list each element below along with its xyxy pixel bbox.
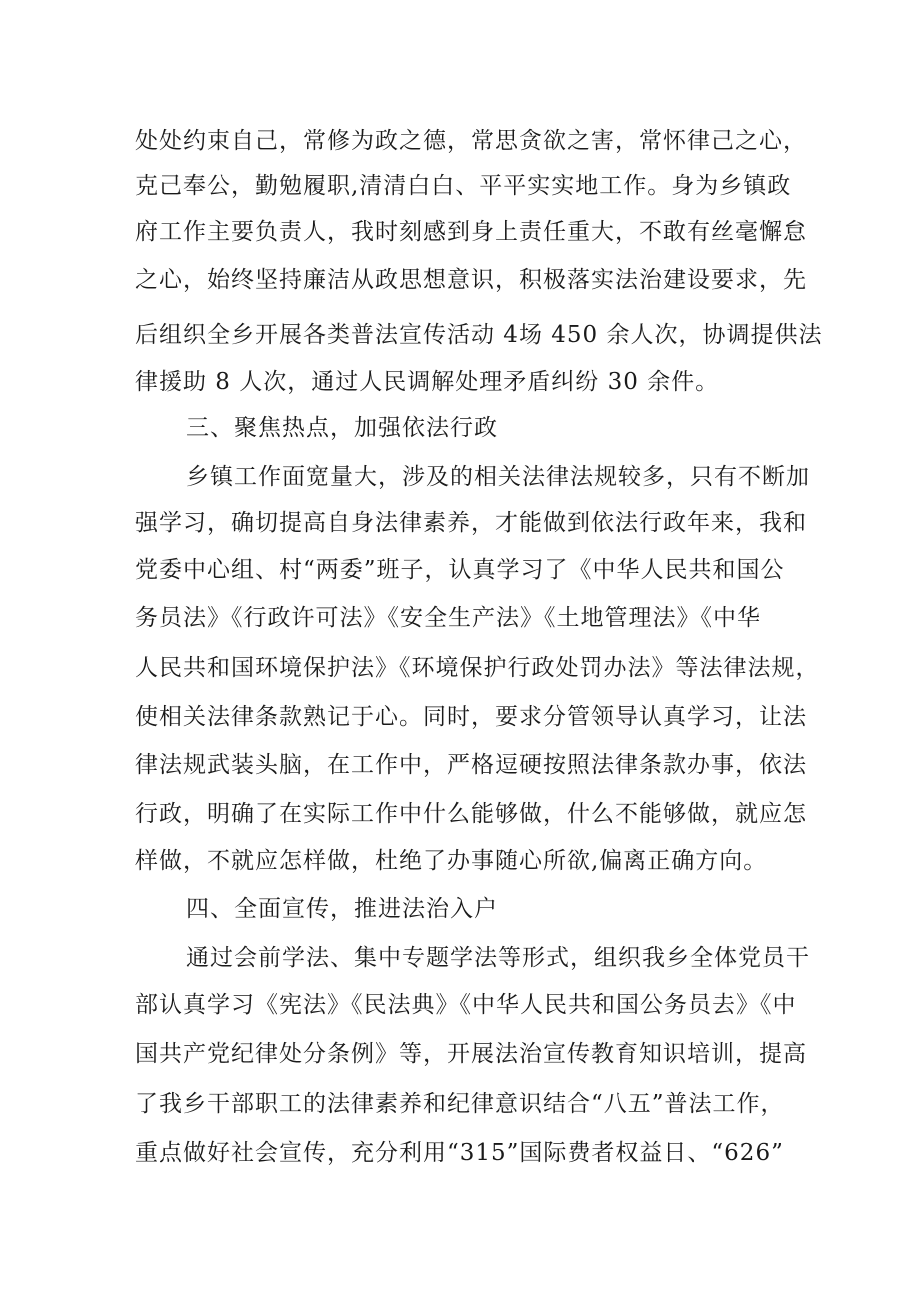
section-heading: 四、全面宣传，推进法治入户 xyxy=(186,896,498,922)
paragraph-first-line: 通过会前学法、集中专题学法等形式，组织我乡全体党员干 xyxy=(186,945,810,971)
body-text-line: 样做，不就应怎样做，杜绝了办事随心所欲,偏离正确方向。 xyxy=(135,848,768,874)
paragraph-first-line: 乡镇工作面宽量大，涉及的相关法律法规较多，只有不断加 xyxy=(186,464,810,490)
body-text-line: 党委中心组、村“两委”班子，认真学习了《中华人民共和国公 xyxy=(135,557,785,583)
body-text-line: 部认真学习《宪法》《民法典》《中华人民共和国公务员去》《中 xyxy=(135,992,797,1018)
body-text-line: 处处约束自己，常修为政之德，常思贪欲之害，常怀律己之心， xyxy=(135,128,807,154)
body-text-line: 人民共和国环境保护法》《环境保护行政处罚办法》等法律法规， xyxy=(135,655,820,681)
body-text-line: 后组织全乡开展各类普法宣传活动 4场 450 余人次，协调提供法 xyxy=(135,322,823,348)
section-heading: 三、聚焦热点，加强依法行政 xyxy=(186,415,498,441)
body-text-line: 行政，明确了在实际工作中什么能够做，什么不能够做，就应怎 xyxy=(135,801,807,827)
body-text-line: 府工作主要负责人，我时刻感到身上责任重大，不敢有丝毫懈怠 xyxy=(135,219,807,245)
body-text-line: 务员法》《行政许可法》《安全生产法》《土地管理法》《中华 xyxy=(135,605,761,631)
body-text-line: 克己奉公，勤勉履职,清清白白、平平实实地工作。身为乡镇政 xyxy=(135,173,792,199)
body-text-line: 重点做好社会宣传，充分利用“315”国际费者权益日、“626” xyxy=(135,1140,784,1166)
body-text-line: 律援助 8 人次，通过人民调解处理矛盾纠纷 30 余件。 xyxy=(135,369,720,395)
body-text-line: 使相关法律条款熟记于心。同时，要求分管领导认真学习，让法 xyxy=(135,704,807,730)
body-text-line: 之心，始终坚持廉洁从政思想意识，积极落实法治建设要求，先 xyxy=(135,267,807,293)
body-text-line: 了我乡干部职工的法律素养和纪律意识结合“八五”普法工作， xyxy=(135,1091,785,1117)
body-text-line: 国共产党纪律处分条例》等，开展法治宣传教育知识培训，提高 xyxy=(135,1041,807,1067)
body-text-line: 强学习，确切提高自身法律素养，才能做到依法行政年来，我和 xyxy=(135,510,807,536)
body-text-line: 律法规武装头脑，在工作中，严格逗硬按照法律条款办事，依法 xyxy=(135,752,807,778)
